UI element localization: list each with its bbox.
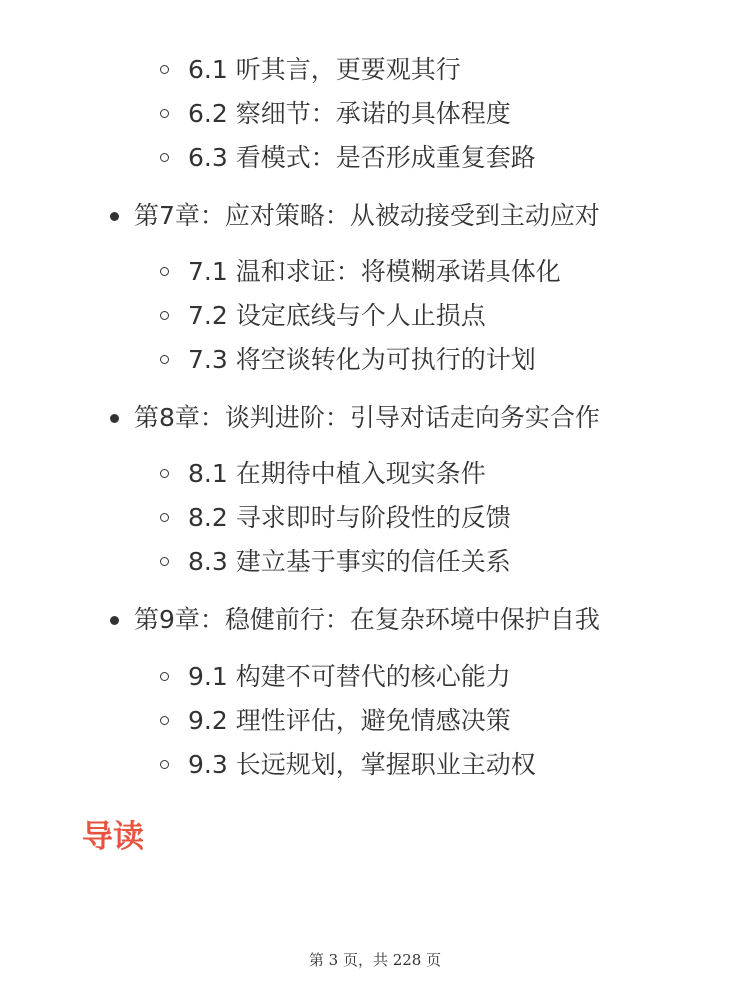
hollow-bullet-icon [160, 469, 169, 478]
chapter-8-heading [110, 396, 710, 440]
hollow-bullet-icon [160, 716, 169, 725]
chapter-9-heading [110, 598, 710, 642]
chapter-title: 第7章：应对策略：从被动接受到主动应对 [134, 201, 600, 230]
filled-bullet-icon [110, 212, 119, 221]
chapter-title: 第9章：稳健前行：在复杂环境中保护自我 [134, 605, 600, 634]
hollow-bullet-icon [160, 65, 169, 74]
hollow-bullet-icon [160, 355, 169, 364]
list-item-text: 8.3 建立基于事实的信任关系 [188, 547, 511, 576]
hollow-bullet-icon [160, 672, 169, 681]
list-item-text: 9.2 理性评估，避免情感决策 [188, 706, 511, 735]
hollow-bullet-icon [160, 153, 169, 162]
filled-bullet-icon [110, 414, 119, 423]
list-item-text: 6.2 察细节：承诺的具体程度 [188, 99, 511, 128]
chapter-7-heading [110, 194, 710, 238]
hollow-bullet-icon [160, 311, 169, 320]
hollow-bullet-icon [160, 557, 169, 566]
filled-bullet-icon [110, 616, 119, 625]
hollow-bullet-icon [160, 267, 169, 276]
list-item-text: 6.1 听其言，更要观其行 [188, 55, 461, 84]
section-heading: 导读 [82, 819, 144, 855]
list-item-text: 7.1 温和求证：将模糊承诺具体化 [188, 257, 561, 286]
list-item-text: 9.3 长远规划，掌握职业主动权 [188, 750, 536, 779]
list-item-text: 8.2 寻求即时与阶段性的反馈 [188, 503, 511, 532]
list-item-text: 7.2 设定底线与个人止损点 [188, 301, 486, 330]
page-number-footer: 第 3 页，共 228 页 [308, 951, 442, 969]
list-item-text: 6.3 看模式：是否形成重复套路 [188, 143, 536, 172]
hollow-bullet-icon [160, 109, 169, 118]
list-item-text: 8.1 在期待中植入现实条件 [188, 459, 486, 488]
list-item-text: 9.1 构建不可替代的核心能力 [188, 662, 511, 691]
hollow-bullet-icon [160, 513, 169, 522]
hollow-bullet-icon [160, 760, 169, 769]
chapter-title: 第8章：谈判进阶：引导对话走向务实合作 [134, 403, 600, 432]
list-item-text: 7.3 将空谈转化为可执行的计划 [188, 345, 536, 374]
